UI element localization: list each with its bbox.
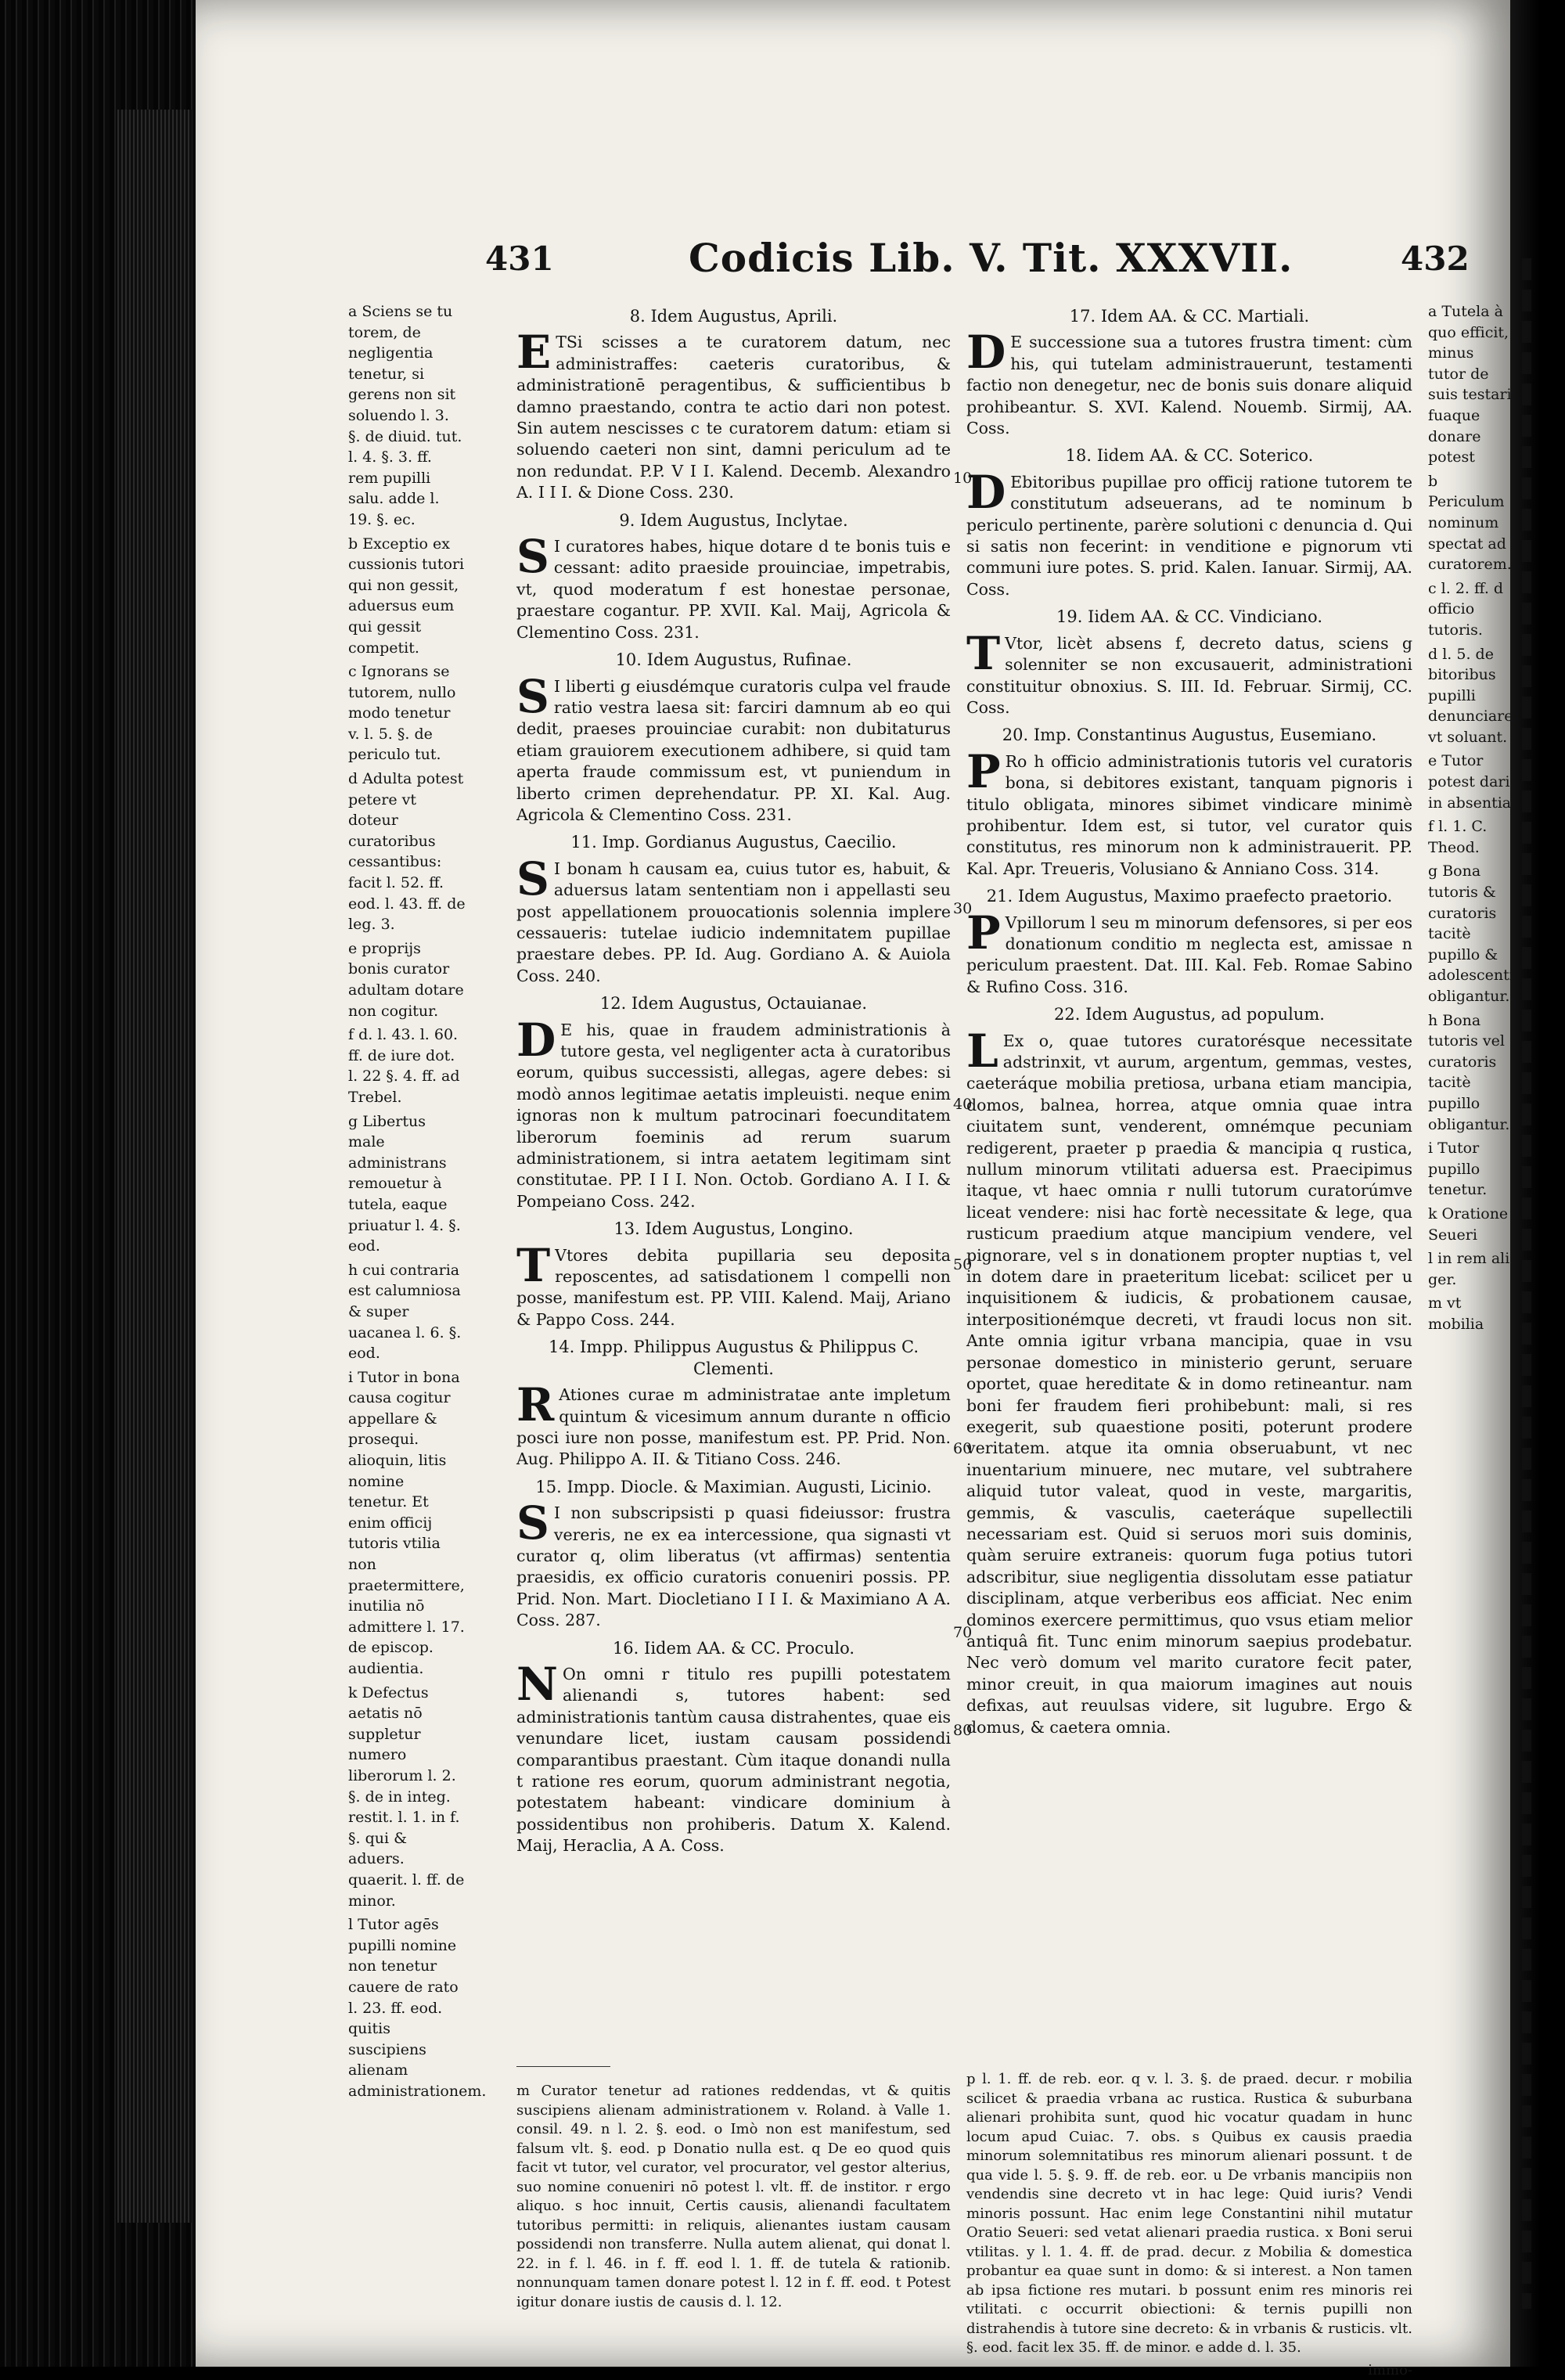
- law-text: [966, 633, 1412, 719]
- law-heading: [516, 1638, 951, 1659]
- footnote-text: p l. 1. ff. de reb. eor. q v. l. 3. §. de praed. decur. r mobilia scilicet & praedia vrbana ac rustica. Rustica & suburbana alienari prohibita sunt, quod hic vocatur quadam in hunc locum apud Cuiac. 7. obs. s Quibus ex causis praedia minorum solemnitatibus res minorum alienari possunt. t de qua vide l. 5. §. 9. ff. de reb. eor. u De vrbanis mancipiis non vendendis sine decreto vt in hac lege: Quid iuris? Vendi minoris possunt. Hac enim lege Constantini nihil mutatur Oratio Seueri: sed vetat alienari praedia rustica. x Boni serui vtilitas. y l. 1. 4. ff. de prad. decur. z Mobilia & domestica probantur ea quae sunt in domo: & si interest. a Non tamen ab ipsa fictione res mutari. b possunt enim res minoris rei vtilitati. c occurrit obiectioni: & ternis pupilli non distrahendis à tutore sine decreto: & in vrbanis & rusticis. vlt. §. eod. facit lex 35. ff. de minor. e adde d. l. 35.: [966, 2070, 1412, 2358]
- margin-note: a Sciens se tu torem, de negligentia tenetur, si gerens non sit soluendo l. 3. §. de diuid. tut. l. 4. §. 3. ff. rem pupilli salu. adde l. 19. §. ec.: [348, 301, 466, 531]
- law-body: TSi scisses a te curatorem datum, nec administraffes: caeteris curatoribus, & administrationē peragentibus, & sufficientibus b damno praestando, contra te actio dari non potest. Sin autem nescisses c te curatorem datum: etiam si soluendo caeteri non sint, damni periculum ad te non redundat. P.P. V I I. Kalend. Decemb. Alexandro A. I I I. & Dione Coss. 230.: [516, 333, 951, 502]
- page-number-right: 432: [1401, 239, 1470, 278]
- margin-note: a Tutela à quo efficit, minus tutor de suis testari fuaque donare potest: [1428, 301, 1514, 468]
- footnote-text: m Curator tenetur ad rationes reddendas, vt & quitis suscipiens alienam administrationem v. Roland. à Valle 1. consil. 49. n l. 2. §. eod. o Imò non est manifestum, sed falsum vlt. §. eod. p Donatio nulla est. q De eo quod quis facit vt tutor, vel curator, vel procurator, vel gestor alterius, suo nomine conueniri nō potest l. vlt. ff. de institor. r ergo aliquo. s hoc innuit, Certis causis, alienandi facultatem tutoribus permitti: in reliquis, alienantes iustam causam possidendi non transferre. Nulla autem alienat, qui donat l. 22. in f. l. 46. in f. ff. eod l. 1. ff. de tutela & rationib. nonnunquam tamen donare potest l. 12 in f. ff. eod. t Potest igitur donare iustis de causis d. l. 12.: [516, 2082, 951, 2312]
- drop-initial: D: [966, 473, 1006, 511]
- law-title: Imp. Constantinus Augustus, Eusemiano.: [1034, 726, 1376, 744]
- margin-note: c Ignorans se tutorem, nullo modo tenetur v. l. 5. §. de periculo tut.: [348, 661, 466, 765]
- drop-initial: T: [516, 1247, 550, 1284]
- law-text: [516, 859, 951, 987]
- law-number: 12.: [600, 994, 626, 1013]
- law-text: [516, 1503, 951, 1631]
- drop-initial: P: [966, 753, 1001, 790]
- law-heading: [966, 607, 1412, 628]
- law-body: Vtores debita pupillaria seu deposita reposcentes, ad satisdationem l compelli non posse, manifestum est. PP. VIII. Kalend. Maij, Ariano & Pappo Coss. 244.: [516, 1246, 951, 1329]
- law-body: I non subscripsisti p quasi fideiussor: frustra vereris, ne ex ea intercessione, qua signasti vt curator q, olim liberatus (vt affirmas) sententia praesidis, ex officio curatoris conueniri possis. PP. Prid. Non. Mart. Diocletiano I I I. & Maximiano A A. Coss. 287.: [516, 1503, 951, 1629]
- line-number: 10: [953, 470, 972, 487]
- main-column-left: [516, 301, 951, 1863]
- margin-note: h Bona tutoris vel curatoris tacitè pupillo obligantur.: [1428, 1010, 1514, 1136]
- law-number: 13.: [613, 1219, 639, 1238]
- law-body: Vtor, licèt absens f, decreto datus, sciens g solenniter se non excusauerit, administrationi constituitur obnoxius. S. III. Id. Februar. Sirmij, CC. Coss.: [966, 634, 1412, 717]
- law-title: Iidem AA. & CC. Vindiciano.: [1088, 607, 1322, 626]
- facing-page-edge-text: [1522, 258, 1531, 2309]
- law-body: On omni r titulo res pupilli potestatem alienandi s, tutores habent: sed administrationis tantùm causa distrahentes, quae eis venundare licet, iustam causam possidendi comparantibus praestant. Cùm itaque donandi nulla t ratione res eorum, quorum administrant negotia, potestatem habeant: vindicare dominium à possidentibus non prohiberis. Datum X. Kalend. Maij, Heraclia, A A. Coss.: [516, 1665, 951, 1855]
- law-number: 16.: [613, 1639, 639, 1658]
- law-text: [966, 1031, 1412, 1738]
- margin-note: i Tutor in bona causa cogitur appellare & prosequi. alioquin, litis nomine tenetur. Et enim officij tutoris vtilia non praetermittere, inutilia nō admittere l. 17. de episcop. audientia.: [348, 1367, 466, 1680]
- margin-note: d Adulta potest petere vt doteur curatoribus cessantibus: facit l. 52. ff. eod. l. 43. ff. de leg. 3.: [348, 769, 466, 935]
- catchword: immo-: [966, 2361, 1412, 2380]
- drop-initial: L: [966, 1032, 998, 1070]
- law-number: 8.: [630, 307, 646, 326]
- running-title: Codicis Lib. V. Tit. XXXVII.: [689, 235, 1293, 281]
- law-title: Idem Augustus, Octauianae.: [631, 994, 867, 1013]
- footnotes-left: [516, 2082, 951, 2312]
- law-number: 15.: [535, 1478, 561, 1496]
- margin-note: b Exceptio ex cussionis tutori qui non gessit, aduersus eum qui gessit competit.: [348, 534, 466, 659]
- drop-initial: S: [516, 860, 549, 898]
- left-margin-notes: [348, 301, 466, 2105]
- law-number: 11.: [570, 833, 596, 852]
- law-number: 21.: [987, 887, 1013, 906]
- margin-note: k Oratione Seueri: [1428, 1204, 1514, 1245]
- law-title: Idem Augustus, Inclytae.: [640, 511, 848, 530]
- law-body: Ex o, quae tutores curatorésque necessitate adstrinxit, vt aurum, argentum, gemmas, vestes, caeteráque mobilia pretiosa, urbana etiam mancipia, domos, balnea, horrea, atque omnia quae intra ciuitatem sunt, venderent, omnémque pecuniam redigerent, praeter p praedia & mancipia q rustica, nullum minorum vtilitati aduersa est. Praecipimus itaque, vt haec omnia r nulli tutorum curatorúmve liceat vendere: nisi hac fortè necessitate & lege, qua rusticum praedium atque mancipium vendere, vel pignorare, vel s in donationem propter nuptias t, vel in dotem dare in praeteritum licebat: scilicet per u inquisitionem & iudicis, & probationem causae, interpositionémque decreti, vt fraudi locus non sit. Ante omnia igitur vrbana mancipia, quae in vsu personae domestico in ministerio gerunt, seruare oportet, quae hereditate & in domo retineantur. nam boni fer fraudem fieri prohibebunt: mali, si res exegerit, sub quaestione positi, poterunt prodere veritatem. atque ita omnia obseruabunt, vt nec inuentarium minuere, nec mutare, vel subtrahere aliquid tutor valeat, quod in veste, margaritis, gemmis, & vasculis, caeteráque supellectili necessariam est. Quid si seruos mori suis dominis, quàm seruire extraneis: quorum fuga potius tutori adscribitur, siue negligentia dissolutam esse patiatur disciplinam, atque verberibus eos afficiat. Nec enim dominos exercere permittimus, quo vsus etiam melior antiquâ fit. Tunc enim minorum saepius prodebatur. Nec verò domum vel marito curatore fecit pater, minor creuit, in qua maiorum imagines aut nouis defixas, aut reuulsas videre, sit lugubre. Ergo & domus, & caetera omnia.: [966, 1032, 1412, 1737]
- law-heading: [516, 832, 951, 853]
- footnotes-right: [966, 2070, 1412, 2380]
- law-text: [966, 751, 1412, 880]
- line-number: 40: [953, 1096, 972, 1113]
- law-body: I liberti g eiusdémque curatoris culpa vel fraude ratio vestra laesa sit: farciri damnum ab eo qui dedit, praeses prouinciae curabit: non dubitaturus etiam grauiorem executionem adhibere, si quid tam aperta fraude commissum est, vt puniendum in liberto crimen deprehendatur. PP. XI. Kal. Aug. Agricola & Clementino Coss. 231.: [516, 677, 951, 824]
- margin-note: k Defectus aetatis nō suppletur numero liberorum l. 2. §. de in integ. restit. l. 1. in f. §. qui & aduers. quaerit. l. ff. de minor.: [348, 1683, 466, 1912]
- law-number: 18.: [1066, 446, 1092, 465]
- law-text: [516, 1020, 951, 1213]
- line-number: 50: [953, 1256, 972, 1273]
- law-number: 17.: [1070, 307, 1096, 326]
- drop-initial: S: [516, 1504, 549, 1542]
- law-heading: [966, 725, 1412, 746]
- margin-note: f d. l. 43. l. 60. ff. de iure dot. l. 22 §. 4. ff. ad Trebel.: [348, 1024, 466, 1107]
- law-heading: [516, 1219, 951, 1240]
- drop-initial: R: [516, 1386, 554, 1424]
- law-body: Ro h officio administrationis tutoris vel curatoris bona, si debitores existant, tanquam pignoris i titulo obligata, minores sibimet vindicare minimè prohibentur. Idem est, si tutor, vel curator quis constitutus, res minorum non k administrauerit. PP. Kal. Apr. Treueris, Volusiano & Anniano Coss. 314.: [966, 752, 1412, 878]
- law-title: Impp. Philippus Augustus & Philippus C. Clementi.: [580, 1338, 919, 1377]
- drop-initial: S: [516, 678, 549, 715]
- law-title: Idem Augustus, Aprili.: [650, 307, 837, 326]
- margin-note: e proprijs bonis curator adultam dotare non cogitur.: [348, 938, 466, 1021]
- law-heading: [966, 445, 1412, 466]
- margin-note: e Tutor potest dari in absentia: [1428, 751, 1514, 813]
- footnote-rule: [516, 2066, 610, 2067]
- drop-initial: P: [966, 914, 1001, 952]
- law-body: E his, quae in fraudem administrationis à tutore gesta, vel negligenter acta à curatoribus eorum, quibus successisti, allegas, agere debes: si modò annos legitimae aetatis impleuisti. neque enim ignoras non k multum patrocinari foecunditatem liberorum foeminis ad rerum suarum administrationem, si intra aetatem legitimam sint constitutae. PP. I I I. Non. Octob. Gordiano A. I I. & Pompeiano Coss. 242.: [516, 1021, 951, 1211]
- margin-note: b Periculum nominum spectat ad curatorem.: [1428, 471, 1514, 575]
- law-text: [516, 676, 951, 826]
- main-column-right: [966, 301, 1412, 1744]
- margin-note: h cui contraria est calumniosa & super uacanea l. 6. §. eod.: [348, 1260, 466, 1364]
- drop-initial: T: [966, 635, 1000, 672]
- law-heading: [966, 886, 1412, 907]
- law-title: Imp. Gordianus Augustus, Caecilio.: [603, 833, 897, 852]
- law-number: 20.: [1002, 726, 1028, 744]
- margin-note: g Bona tutoris & curatoris tacitè pupillo & adolescenti obligantur.: [1428, 861, 1514, 1006]
- drop-initial: E: [516, 333, 551, 371]
- law-title: Idem Augustus, Maximo praefecto praetorio.: [1018, 887, 1392, 906]
- margin-note: m vt mobilia: [1428, 1293, 1514, 1334]
- law-number: 22.: [1054, 1005, 1080, 1024]
- margin-note: f l. 1. C. Theod.: [1428, 816, 1514, 858]
- margin-note: l in rem ali ger.: [1428, 1248, 1514, 1290]
- margin-note: g Libertus male administrans remouetur à tutela, eaque priuatur l. 4. §. eod.: [348, 1111, 466, 1257]
- law-heading: [966, 1004, 1412, 1025]
- law-title: Idem Augustus, Rufinae.: [647, 650, 852, 669]
- law-title: Idem AA. & CC. Martiali.: [1101, 307, 1309, 326]
- law-text: [516, 332, 951, 503]
- law-body: Ebitoribus pupillae pro officij ratione tutorem te constitutum adseuerans, ad te nominum b periculo pertinente, parère solutioni c denuncia d. Qui si satis non fecerint: in venditione e pignorum vti communi iure potes. S. prid. Kalen. Ianuar. Sirmij, AA. Coss.: [966, 473, 1412, 599]
- law-body: E successione sua a tutores frustra timent: cùm his, qui tutelam administrauerunt, testamenti factio non denegetur, nec de bonis suis donare aliquid prohibeantur. S. XVI. Kalend. Nouemb. Sirmij, AA. Coss.: [966, 333, 1412, 437]
- law-heading: [516, 1477, 951, 1498]
- law-number: 10.: [616, 650, 642, 669]
- page-number-left: 431: [485, 239, 554, 278]
- line-number: 70: [953, 1624, 972, 1641]
- law-text: [516, 1245, 951, 1331]
- line-number: 60: [953, 1440, 972, 1457]
- law-heading: [516, 993, 951, 1014]
- law-text: [516, 1384, 951, 1471]
- page-edges: [117, 110, 192, 2223]
- law-number: 14.: [549, 1338, 574, 1356]
- law-text: [966, 332, 1412, 439]
- margin-note: i Tutor pupillo tenetur.: [1428, 1138, 1514, 1201]
- line-number: 80: [953, 1722, 972, 1739]
- drop-initial: N: [516, 1665, 558, 1703]
- drop-initial: S: [516, 538, 549, 575]
- law-heading: [516, 510, 951, 531]
- law-text: [966, 472, 1412, 600]
- law-title: Idem Augustus, ad populum.: [1085, 1005, 1325, 1024]
- page-header: [196, 235, 1510, 290]
- right-margin-notes: [1428, 301, 1514, 1338]
- law-body: Ationes curae m administratae ante impletum quintum & vicesimum annum durante n officio posci iure non posse, manifestum est. PP. Prid. Non. Aug. Philippo A. II. & Titiano Coss. 246.: [516, 1385, 951, 1468]
- law-title: Iidem AA. & CC. Proculo.: [644, 1639, 854, 1658]
- law-title: Idem Augustus, Longino.: [646, 1219, 854, 1238]
- law-heading: [516, 650, 951, 671]
- law-text: [516, 536, 951, 643]
- law-heading: [516, 306, 951, 327]
- law-heading: [516, 1337, 951, 1380]
- drop-initial: D: [516, 1021, 556, 1059]
- law-title: Impp. Diocle. & Maximian. Augusti, Licinio.: [567, 1478, 931, 1496]
- law-title: Iidem AA. & CC. Soterico.: [1097, 446, 1314, 465]
- law-body: Vpillorum l seu m minorum defensores, si per eos donationum conditio m neglecta est, amissae n periculum praestent. Dat. III. Kal. Feb. Romae Sabino & Rufino Coss. 316.: [966, 913, 1412, 996]
- law-text: [966, 913, 1412, 999]
- law-body: I bonam h causam ea, cuius tutor es, habuit, & aduersus latam sententiam non i appellasti seu post appellationem prouocationis solennia implere cessaueris: tutelae iudicio indemnitatem pupillae praestare debes. PP. Id. Aug. Gordiano A. & Auiola Coss. 240.: [516, 859, 951, 985]
- law-number: 19.: [1056, 607, 1082, 626]
- law-text: [516, 1664, 951, 1857]
- line-number: 30: [953, 900, 972, 917]
- drop-initial: D: [966, 333, 1006, 371]
- margin-note: c l. 2. ff. d officio tutoris.: [1428, 578, 1514, 641]
- book-page: [196, 0, 1510, 2367]
- law-heading: [966, 306, 1412, 327]
- margin-note: l Tutor agēs pupilli nomine non tenetur cauere de rato l. 23. ff. eod. quitis suscipiens alienam administrationem.: [348, 1914, 466, 2101]
- law-body: I curatores habes, hique dotare d te bonis tuis e cessant: adito praeside prouinciae, impetrabis, vt, quod moderatum f est honestae personae, praestare cogantur. PP. XVII. Kal. Maij, Agricola & Clementino Coss. 231.: [516, 537, 951, 642]
- law-number: 9.: [619, 511, 635, 530]
- margin-note: d l. 5. de bitoribus pupilli denunciare vt soluant.: [1428, 644, 1514, 748]
